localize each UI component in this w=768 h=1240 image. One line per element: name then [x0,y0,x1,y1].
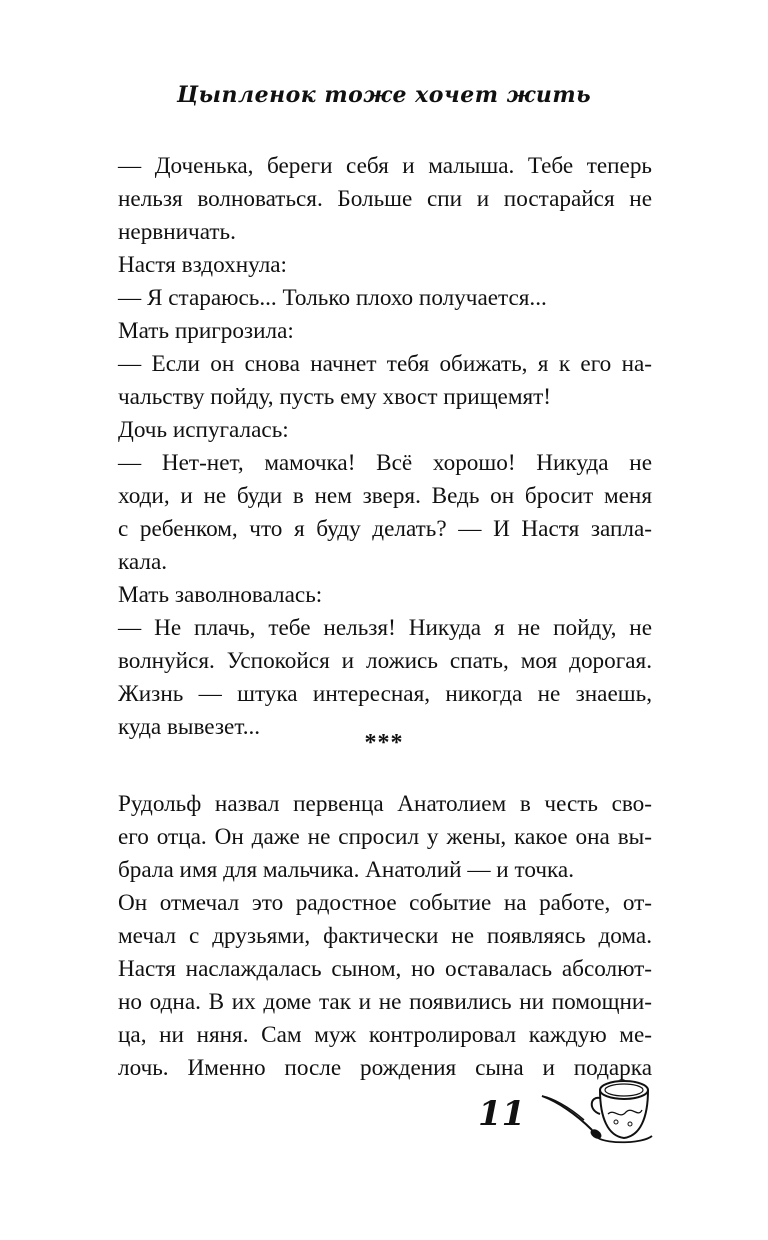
running-header: Цыпленок тоже хочет жить [176,82,592,108]
text-line: нельзя волноваться. Больше спи и постарайся не [118,186,652,212]
text-line: — Не плачь, тебе нельзя! Никуда я не пойду, не [118,615,652,641]
text-line: — Нет-нет, мамочка! Всё хорошо! Никуда не [118,450,652,476]
text-line: ца, ни няня. Сам муж контролировал каждую ме- [118,1022,652,1048]
text-line: но одна. В их доме так и не появились ни помощни- [118,989,652,1015]
text-line: Жизнь — штука интересная, никогда не знаешь, [118,681,652,707]
text-line: Рудольф назвал первенца Анатолием в честь сво- [118,791,652,817]
text-line: Настя вздохнула: [118,252,288,278]
text-line: нервничать. [118,219,236,245]
text-line: брала имя для мальчика. Анатолий — и точка. [118,857,575,883]
text-line: — Я стараюсь... Только плохо получается... [118,285,547,311]
text-line: Он отмечал это радостное событие на работе, от- [118,890,652,916]
text-line: волнуйся. Успокойся и ложись спать, моя дорогая. [118,648,652,674]
text-line: Дочь испугалась: [118,417,289,443]
teacup-with-spoon-icon [538,1074,654,1146]
text-line: Мать пригрозила: [118,318,294,344]
text-line: мечал с друзьями, фактически не появляясь дома. [118,923,652,949]
text-line: Мать заволновалась: [118,582,323,608]
text-line: ходи, и не буди в нем зверя. Ведь он бросит меня [118,483,652,509]
text-line: — Если он снова начнет тебя обижать, я к его на- [118,351,652,377]
text-line: куда вывезет... [118,714,261,740]
text-line: Настя наслаждалась сыном, но оставалась абсолют- [118,956,652,982]
text-block-1 [118,150,652,744]
text-line: с ребенком, что я буду делать? — И Настя запла- [118,516,652,542]
text-line: лочь. Именно после рождения сына и подарка [118,1055,652,1081]
text-block-2 [118,788,652,1085]
section-separator: *** [364,730,404,756]
text-line: кала. [118,549,168,575]
text-line: чальству пойду, пусть ему хвост прищемят! [118,384,552,410]
text-line: — Доченька, береги себя и малыша. Тебе теперь [118,153,652,179]
text-line: его отца. Он даже не спросил у жены, какое она вы- [118,824,652,850]
page-number: 11 [478,1094,526,1134]
